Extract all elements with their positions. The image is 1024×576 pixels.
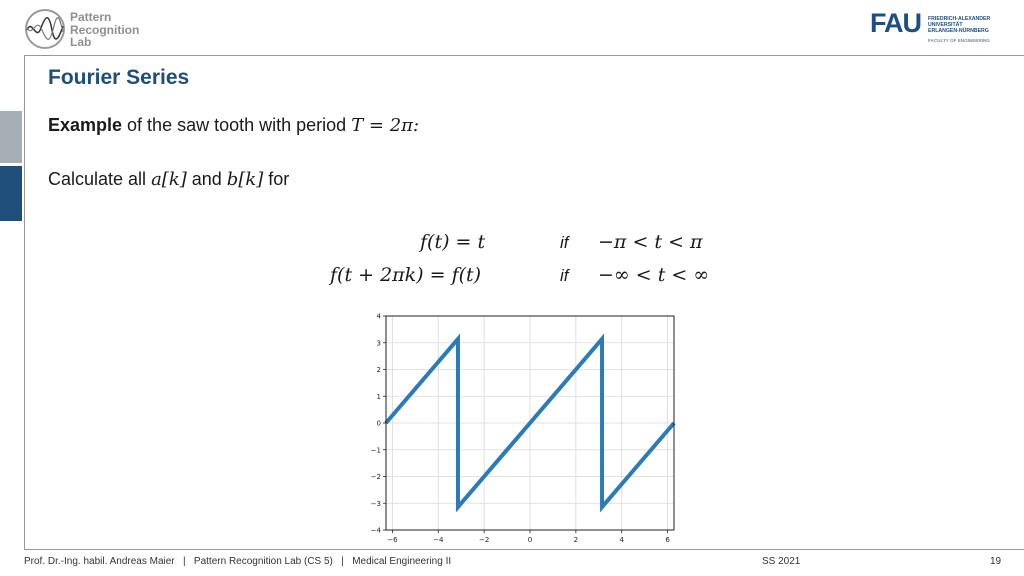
x-tick-label-2: −2 (478, 536, 490, 544)
lab-logo-line1: Pattern (70, 10, 112, 24)
calc-a: a[k] (151, 169, 187, 190)
calc-text: Calculate all (48, 169, 152, 189)
y-tick-label-2: 2 (376, 366, 381, 374)
calculate-line (48, 169, 289, 190)
x-tick-label-6: 6 (665, 536, 670, 544)
example-line (48, 115, 419, 136)
x-tick-label-3: 0 (527, 536, 533, 544)
equation1-if: if (560, 233, 569, 252)
equation2-right: −∞ < t < ∞ (598, 264, 710, 286)
example-text: of the saw tooth with period (122, 115, 352, 135)
y-tick-label-3: 1 (376, 392, 381, 401)
lab-logo-line3: Lab (70, 35, 92, 49)
equation1-right: −π < t < π (598, 231, 703, 253)
calc-for: for (263, 169, 290, 189)
footer-author: Prof. Dr.-Ing. habil. Andreas Maier (24, 556, 175, 567)
y-tick-label-5: −1 (370, 446, 381, 455)
y-tick-label-7: −3 (370, 499, 381, 508)
calc-and: and (186, 169, 227, 189)
footer-page-number: 19 (990, 556, 1002, 567)
x-tick-label-4: 2 (573, 536, 579, 544)
footer-course: Medical Engineering II (352, 556, 452, 567)
footer-sep-1: | (182, 556, 186, 567)
frame-top-line (24, 55, 1024, 56)
fau-logo (870, 8, 1000, 48)
equation1-left: f(t) = t (420, 231, 486, 253)
lab-logo-line2: Recognition (70, 22, 140, 37)
equation2-left: f(t + 2πk) = f(t) (330, 264, 482, 286)
pattern-recognition-lab-logo (24, 8, 154, 52)
y-tick-label-0: 4 (376, 312, 381, 321)
side-tab-gray (0, 111, 22, 163)
fau-logo-line3: ERLANGEN-NÜRNBERG (928, 28, 989, 34)
footer-semester: SS 2021 (762, 556, 801, 567)
fau-logo-line2: UNIVERSITÄT (928, 22, 963, 28)
footer (24, 556, 451, 567)
y-tick-label-6: −2 (370, 473, 381, 481)
x-tick-label-0: −6 (387, 536, 398, 544)
slide-title: Fourier Series (48, 66, 190, 89)
y-tick-label-1: 3 (376, 339, 381, 348)
example-bold: Example (48, 115, 123, 135)
fau-logo-faculty: FACULTY OF ENGINEERING (928, 38, 990, 43)
fau-logo-word: FAU (870, 8, 921, 38)
frame-left-line (24, 55, 25, 549)
sawtooth-chart (360, 310, 680, 546)
x-tick-label-5: 4 (619, 536, 624, 544)
x-tick-label-1: −4 (433, 536, 444, 544)
side-tab-blue (0, 166, 22, 221)
frame-bottom-line (24, 549, 1024, 550)
y-tick-label-8: −4 (370, 526, 381, 535)
lab-logo-icon (24, 8, 66, 50)
y-tick-label-4: 0 (376, 419, 381, 428)
footer-lab: Pattern Recognition Lab (CS 5) (193, 556, 333, 567)
fau-logo-line1: FRIEDRICH-ALEXANDER (928, 16, 991, 22)
period-math: T = 2π: (351, 115, 420, 136)
footer-sep-2: | (341, 556, 344, 567)
equation2-if: if (560, 266, 569, 285)
calc-b: b[k] (226, 169, 264, 190)
